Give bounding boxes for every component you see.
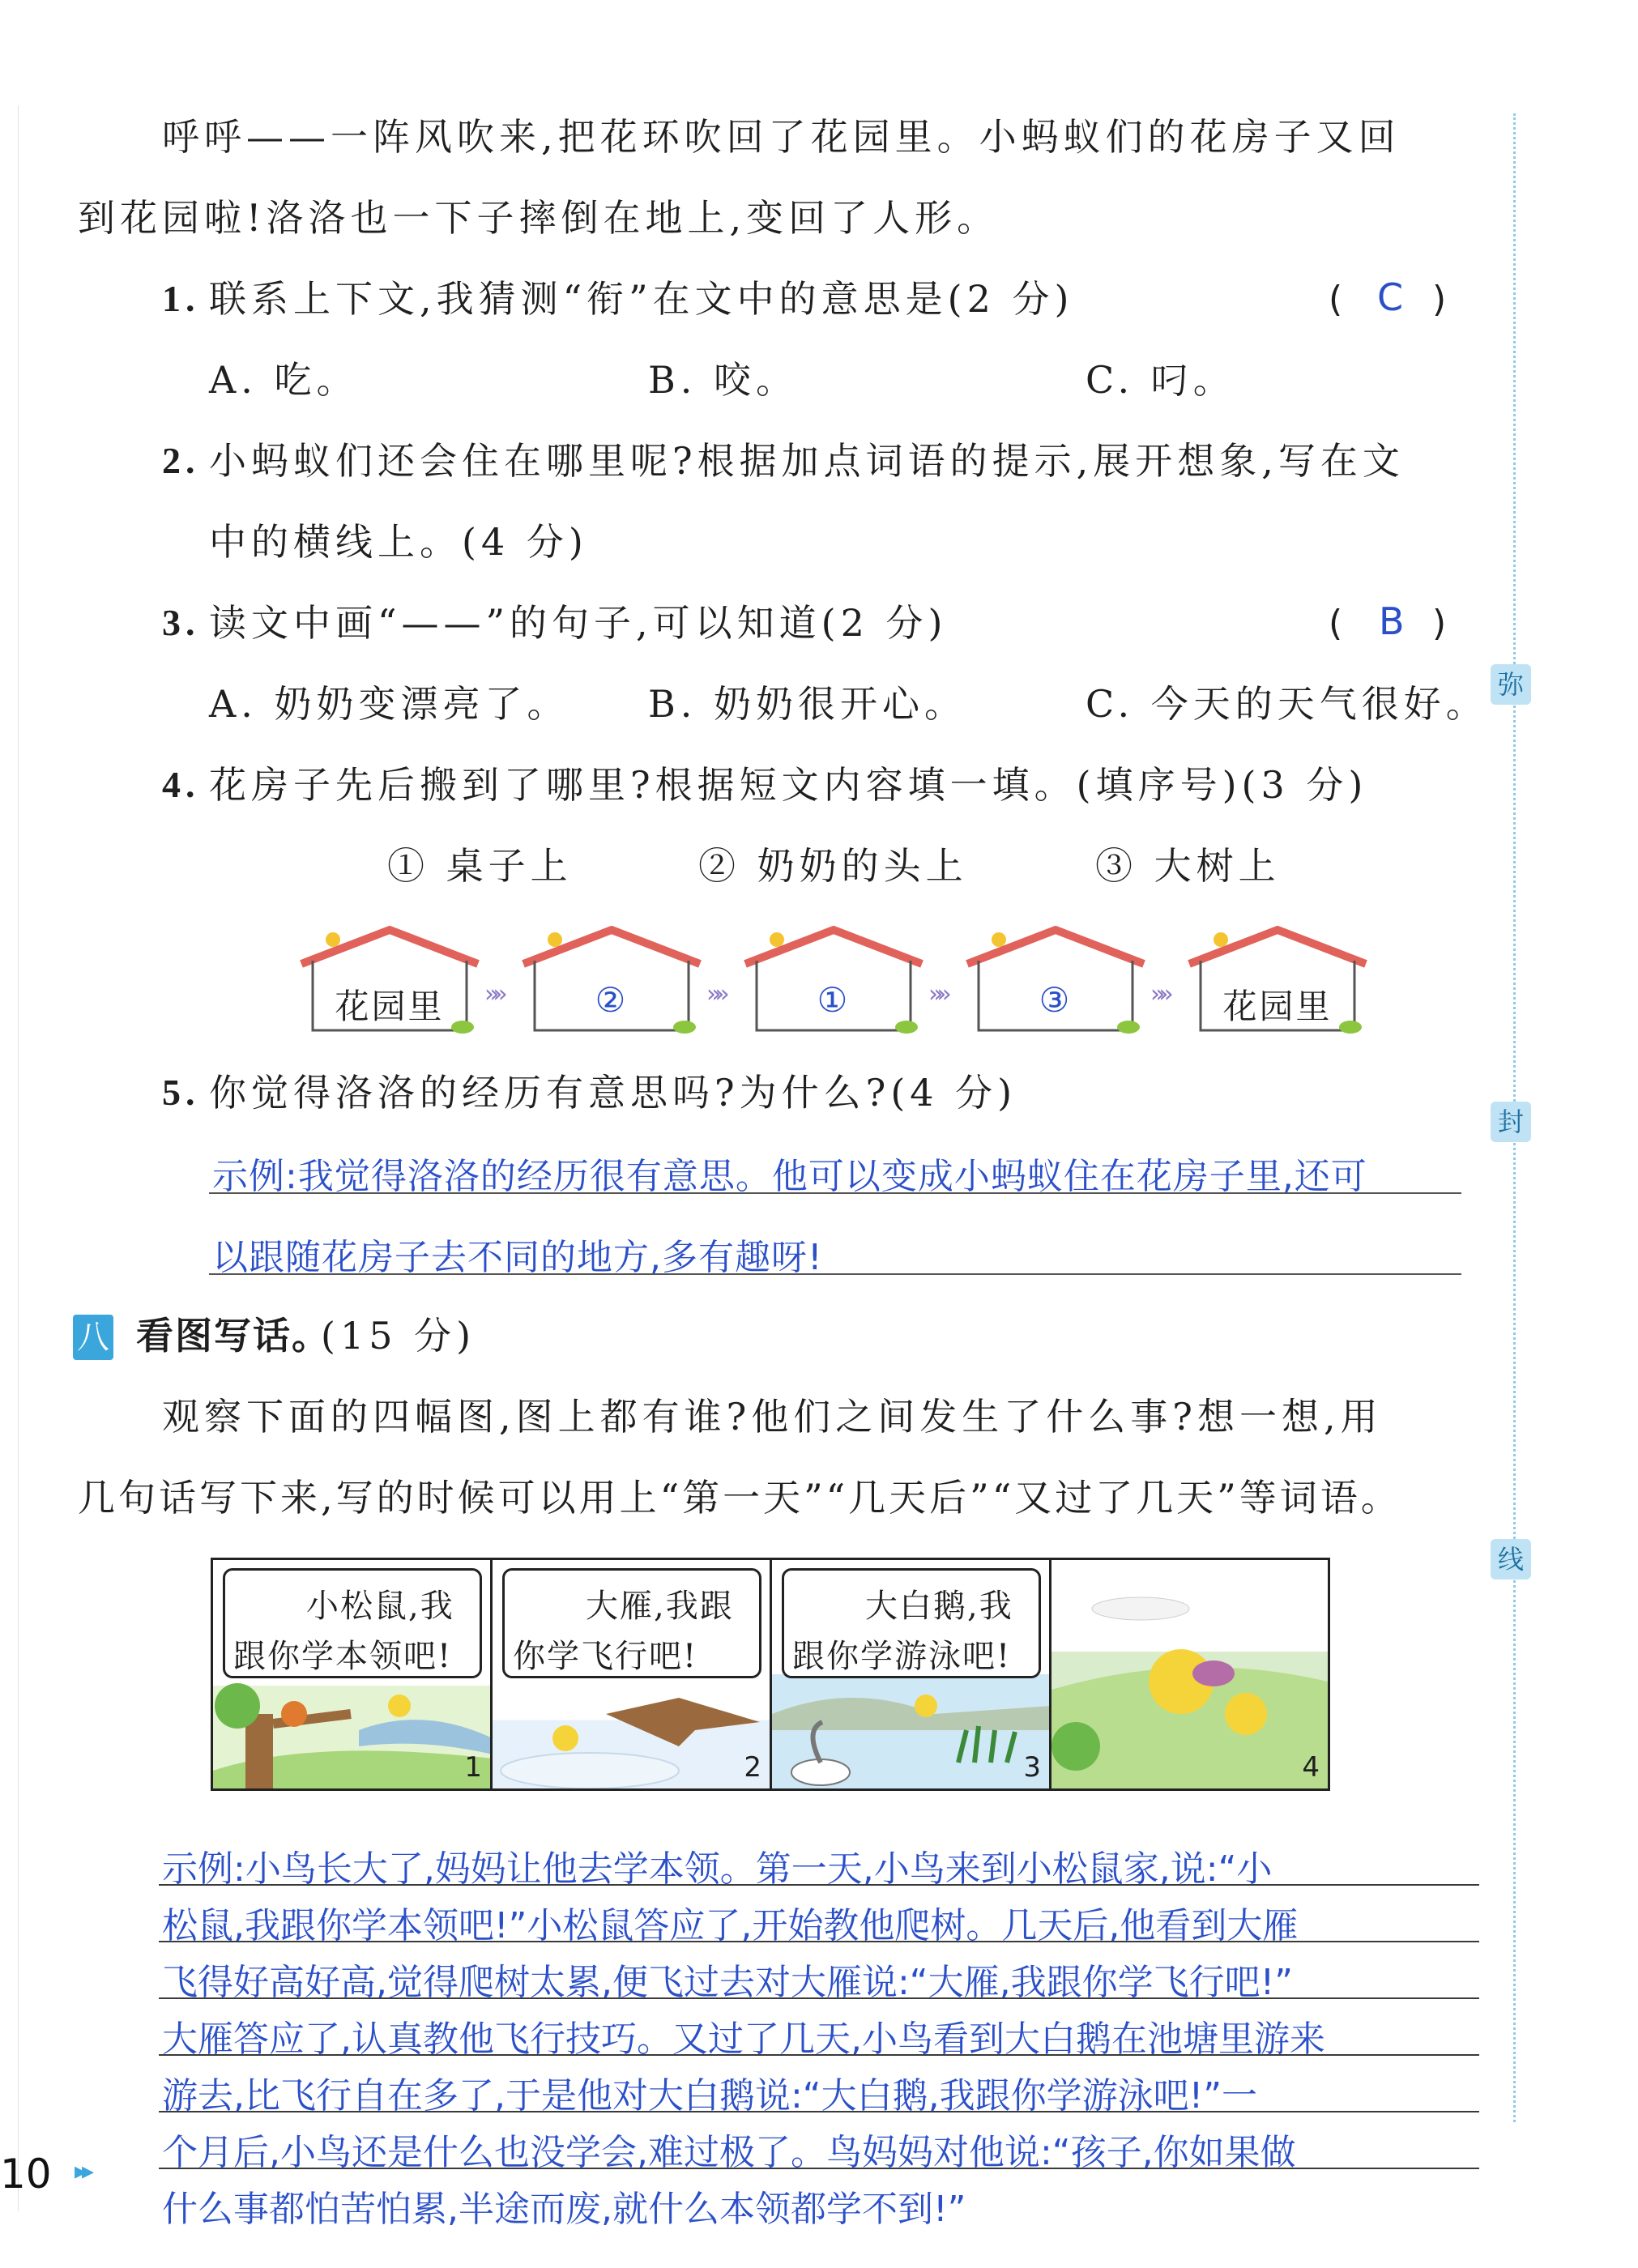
- essay-underline: [159, 2168, 1479, 2169]
- house-3-answer: ①: [817, 980, 851, 1020]
- section-prompt-line-2: 几句话写下来,写的时候可以用上“第一天”“几天后”“又过了几天”等词语。: [78, 1476, 1401, 1520]
- comic-strip: [211, 1558, 1330, 1791]
- q3-answer: B: [1379, 599, 1406, 643]
- house-arrow-icon: »»: [484, 980, 501, 1008]
- essay-underline: [159, 1997, 1479, 1999]
- q5-number: 5.: [162, 1072, 200, 1113]
- squirrel-tree-scene-icon: [213, 1682, 493, 1788]
- panel-number: 2: [744, 1751, 761, 1784]
- house-1: [296, 923, 483, 1037]
- house-2-answer: ②: [595, 980, 629, 1020]
- q3-number: 3.: [162, 602, 200, 643]
- speech-bubble: [223, 1568, 482, 1678]
- section-badge: 八: [73, 1315, 113, 1360]
- q1-number: 1.: [162, 278, 200, 319]
- comic-panel-1: [213, 1560, 493, 1788]
- house-arrow-icon: »»: [928, 980, 945, 1008]
- essay-line-5: 游去,比飞行自在多了,于是他对大白鹅说:“大白鹅,我跟你学游泳吧!”一: [162, 2075, 1258, 2117]
- section-title: 看图写话。: [136, 1314, 331, 1358]
- q4-text: 花房子先后搬到了哪里?根据短文内容填一填。(填序号)(3 分): [209, 763, 1368, 807]
- q5-text: 你觉得洛洛的经历有意思吗?为什么?(4 分): [209, 1071, 1017, 1115]
- q4-place-2: ② 奶奶的头上: [698, 844, 968, 888]
- q3-option-c: C. 今天的天气很好。: [1086, 682, 1488, 726]
- page-number: 10: [0, 2151, 52, 2198]
- q5-answer-underline-2: [209, 1273, 1461, 1275]
- q1-option-c: C. 叼。: [1086, 358, 1235, 402]
- q3-paren-open: (: [1329, 603, 1343, 644]
- comic-panel-3: [772, 1560, 1051, 1788]
- section-score: (15 分): [321, 1314, 476, 1358]
- page-arrow-icon: ▸▸: [75, 2157, 90, 2185]
- essay-line-4: 大雁答应了,认真教他飞行技巧。又过了几天,小鸟看到大白鹅在池塘里游来: [162, 2019, 1325, 2060]
- q1-answer: C: [1377, 275, 1405, 319]
- essay-underline: [159, 2054, 1479, 2056]
- q5-answer-line-2: 以跟随花房子去不同的地方,多有趣呀!: [212, 1237, 823, 1278]
- q4-place-1: ① 桌子上: [387, 844, 573, 888]
- essay-line-3: 飞得好高好高,觉得爬树太累,便飞过去对大雁说:“大雁,我跟你学飞行吧!”: [162, 1962, 1294, 2003]
- panel-number: 4: [1302, 1751, 1320, 1784]
- q1-text: 联系上下文,我猜测“衔”在文中的意思是(2 分): [209, 277, 1074, 321]
- birds-scene-icon: [1051, 1560, 1328, 1788]
- binding-tab-xian: 线: [1491, 1539, 1531, 1580]
- house-5: [1184, 923, 1371, 1037]
- speech-bubble: [502, 1568, 761, 1678]
- swan-pond-scene-icon: [772, 1682, 1051, 1788]
- essay-underline: [159, 2111, 1479, 2112]
- story-line-2: 到花园啦!洛洛也一下子摔倒在地上,变回了人形。: [78, 196, 1000, 240]
- bubble-line-1: 大白鹅,我: [865, 1588, 1013, 1625]
- house-5-label: 花园里: [1222, 987, 1333, 1026]
- comic-panel-2: [493, 1560, 772, 1788]
- essay-line-6: 个月后,小鸟还是什么也没学会,难过极了。鸟妈妈对他说:“孩子,你如果做: [162, 2132, 1296, 2173]
- goose-flying-scene-icon: [493, 1682, 772, 1788]
- q4-number: 4.: [162, 764, 200, 805]
- bubble-line-2: 你学飞行吧!: [513, 1638, 698, 1675]
- bubble-line-1: 小松鼠,我: [306, 1588, 454, 1625]
- left-margin-line: [18, 105, 19, 2211]
- q5-answer-line-1: 示例:我觉得洛洛的经历很有意思。他可以变成小蚂蚁住在花房子里,还可: [212, 1156, 1367, 1197]
- panel-number: 3: [1023, 1751, 1041, 1784]
- house-arrow-icon: »»: [706, 980, 723, 1008]
- q3-paren-close: ): [1432, 603, 1447, 644]
- q1-option-b: B. 咬。: [648, 358, 799, 402]
- house-4: [962, 923, 1149, 1037]
- house-3: [740, 923, 927, 1037]
- q5-answer-underline-1: [209, 1192, 1461, 1194]
- q4-place-3: ③ 大树上: [1095, 844, 1281, 888]
- q3-option-b: B. 奶奶很开心。: [648, 682, 967, 726]
- house-1-label: 花园里: [335, 987, 445, 1026]
- q2-number: 2.: [162, 440, 200, 481]
- q1-option-a: A. 吃。: [209, 358, 359, 402]
- essay-line-2: 松鼠,我跟你学本领吧!”小松鼠答应了,开始教他爬树。几天后,他看到大雁: [162, 1905, 1299, 1946]
- essay-line-1: 示例:小鸟长大了,妈妈让他去学本领。第一天,小鸟来到小松鼠家,说:“小: [162, 1848, 1273, 1890]
- essay-underline: [159, 1941, 1479, 1942]
- q3-option-a: A. 奶奶变漂亮了。: [209, 682, 569, 726]
- q2-text-line-2: 中的横线上。(4 分): [209, 520, 588, 564]
- house-arrow-icon: »»: [1150, 980, 1167, 1008]
- bubble-line-1: 大雁,我跟: [586, 1588, 734, 1625]
- q2-text-line-1: 小蚂蚁们还会住在哪里呢?根据加点词语的提示,展开想象,写在文: [209, 439, 1405, 483]
- binding-tab-feng: 封: [1491, 1102, 1531, 1142]
- story-line-1: 呼呼——一阵风吹来,把花环吹回了花园里。小蚂蚁们的花房子又回: [162, 115, 1401, 159]
- bubble-line-2: 跟你学游泳吧!: [792, 1638, 1012, 1675]
- bubble-line-2: 跟你学本领吧!: [233, 1638, 453, 1675]
- q3-text: 读文中画“——”的句子,可以知道(2 分): [209, 601, 948, 645]
- section-prompt-line-1: 观察下面的四幅图,图上都有谁?他们之间发生了什么事?想一想,用: [162, 1395, 1383, 1439]
- essay-underline: [159, 1884, 1479, 1886]
- speech-bubble: [782, 1568, 1041, 1678]
- house-4-answer: ③: [1039, 980, 1073, 1020]
- panel-number: 1: [464, 1751, 482, 1784]
- essay-line-7: 什么事都怕苦怕累,半途而废,就什么本领都学不到!”: [162, 2189, 966, 2230]
- binding-tab-mi: 弥: [1491, 664, 1531, 705]
- q1-paren-open: (: [1329, 279, 1343, 320]
- q1-paren-close: ): [1432, 279, 1447, 320]
- house-2: [518, 923, 705, 1037]
- comic-panel-4: [1051, 1560, 1328, 1788]
